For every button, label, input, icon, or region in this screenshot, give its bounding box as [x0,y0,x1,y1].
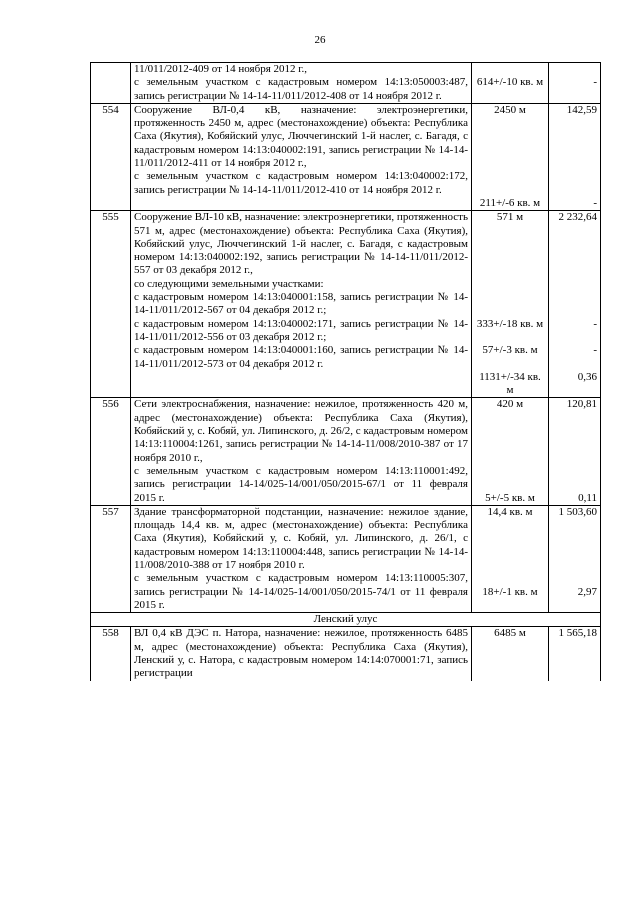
size-value: 6485 м [494,627,526,640]
description-paragraph: с кадастровым номером 14:13:040002:171, запись регистрации № 14-14-11/011/2012-556 от 03 декабря 2012 г.; [134,317,468,343]
cost-value: - [593,196,597,209]
cost-value: 142,59 [566,103,597,116]
description-paragraph: с земельным участком с кадастровым номером 14:13:110001:492, запись регистрации 14-14/025-14/001/050/2015-67/1 от 11 февраля 2015 г. [134,464,468,504]
description-paragraph: Сети электроснабжения, назначение: нежилое, протяженность 420 м, адрес (местонахождение) объекта: Республика Саха (Якутия), Кобяйский у, с. Кобяй, ул. Липинского, д. 26/2, с кадастровым номером 14:13:110004:1261, запись регистрации № 14-14-11/008/2010-387 от 17 ноября 2010 г., [134,398,468,464]
description-paragraph: 11/011/2012-409 от 14 ноября 2012 г., [134,63,308,75]
table-row [91,103,601,210]
page-number: 26 [314,34,326,46]
object-size [472,211,549,398]
table-row [91,627,601,681]
object-value [549,627,601,681]
cost-value: - [593,76,597,89]
description-paragraph: Сооружение ВЛ-0,4 кВ, назначение: электроэнергетики, протяженность 2450 м, адрес (местонахождение) объекта: Республика Саха (Якутия), Кобяйский улус, Люччегинский 1-й наслег, с. Багадя, с кадастровым номером 14:13:040002:191, запись регистрации № 14-14-11/011/2012-411 от 14 ноября 2012 г., [134,103,468,170]
size-value: 18+/-1 кв. м [482,585,538,598]
object-size [472,505,549,612]
description-paragraph: со следующими земельными участками: [134,277,324,290]
object-value [549,103,601,210]
row-number: 554 [91,103,131,210]
table-row [91,211,601,398]
cost-value: 0,36 [577,370,597,383]
cost-value: - [593,317,597,330]
row-number [91,63,131,104]
size-value: 2450 м [494,103,526,116]
description-paragraph: ВЛ 0,4 кВ ДЭС п. Натора, назначение: нежилое, протяженность 6485 м, адрес (местонахождение) объекта: Республика Саха (Якутия), Ленский у, с. Натора, с кадастровым номером 14:14:070001:71, запись регистрации [134,627,468,680]
object-value [549,398,601,505]
size-value: 1131+/-34 кв. м [479,370,541,397]
size-value: 211+/-6 кв. м [479,196,541,209]
description-paragraph: с земельным участком с кадастровым номером 14:13:040002:172, запись регистрации № 14-14-11/011/2012-410 от 14 ноября 2012 г. [134,170,468,196]
size-value: 420 м [496,398,524,411]
object-size [472,63,549,104]
cost-value: 2 232,64 [558,211,597,224]
description-paragraph: Здание трансформаторной подстанции, назначение: нежилое здание, площадь 14,4 кв. м, адрес (местонахождение) объекта: Республика Саха (Якутия), Кобяйский у, с. Кобяй, ул. Липинского, д. 26/1, с кадастровым номером 14:13:110004:448, запись регистрации № 14-14-11/008/2010-388 от 17 ноября 2010 г. [134,505,468,571]
object-description [131,63,472,104]
description-paragraph: с земельным участком с кадастровым номером 14:13:110005:307, запись регистрации № 14-14/025-14/001/050/2015-74/1 от 11 февраля 2015 г. [134,572,468,611]
object-description [131,398,472,505]
object-size [472,627,549,681]
size-value: 57+/-3 кв. м [482,344,538,357]
description-paragraph: Сооружение ВЛ-10 кВ, назначение: электроэнергетики, протяженность 571 м, адрес (местонахождение) объекта: Республика Саха (Якутия), Кобяйский улус, Люччегинский 1-й наслег, с. Багадя, с кадастровым номером 14:13:040002:192, запись регистрации № 14-14-11/011/2012-557 от 03 декабря 2012 г., [134,211,468,277]
size-value: 5+/-5 кв. м [485,491,535,504]
cost-value: 120,81 [566,398,597,411]
object-description [131,211,472,398]
object-value [549,63,601,104]
object-description [131,627,472,681]
row-number: 555 [91,211,131,398]
table-row [91,505,601,612]
section-row [91,613,601,627]
size-value: 571 м [496,211,524,224]
size-value: 333+/-18 кв. м [476,317,544,330]
object-size [472,103,549,210]
table-row [91,398,601,505]
cost-value: 1 565,18 [558,627,597,640]
cost-value: 1 503,60 [558,505,597,518]
section-title: Ленский улус [91,613,601,627]
object-description [131,103,472,210]
description-paragraph: с кадастровым номером 14:13:040001:160, запись регистрации № 14-14-11/011/2012-573 от 04 декабря 2012 г. [134,344,468,370]
cost-value: 2,97 [577,585,597,598]
object-description [131,505,472,612]
property-registry-table [90,62,601,681]
object-value [549,211,601,398]
size-value: 614+/-10 кв. м [476,76,544,89]
row-number: 557 [91,505,131,612]
row-number: 556 [91,398,131,505]
table-row [91,63,601,104]
cost-value: 0,11 [578,491,597,504]
object-size [472,398,549,505]
object-value [549,505,601,612]
size-value: 14,4 кв. м [487,505,533,518]
cost-value: - [593,344,597,357]
description-paragraph: с кадастровым номером 14:13:040001:158, запись регистрации № 14-14-11/011/2012-567 от 04 декабря 2012 г.; [134,291,468,317]
row-number: 558 [91,627,131,681]
description-paragraph: с земельным участком с кадастровым номером 14:13:050003:487, запись регистрации № 14-14-11/011/2012-408 от 14 ноября 2012 г. [134,76,468,102]
